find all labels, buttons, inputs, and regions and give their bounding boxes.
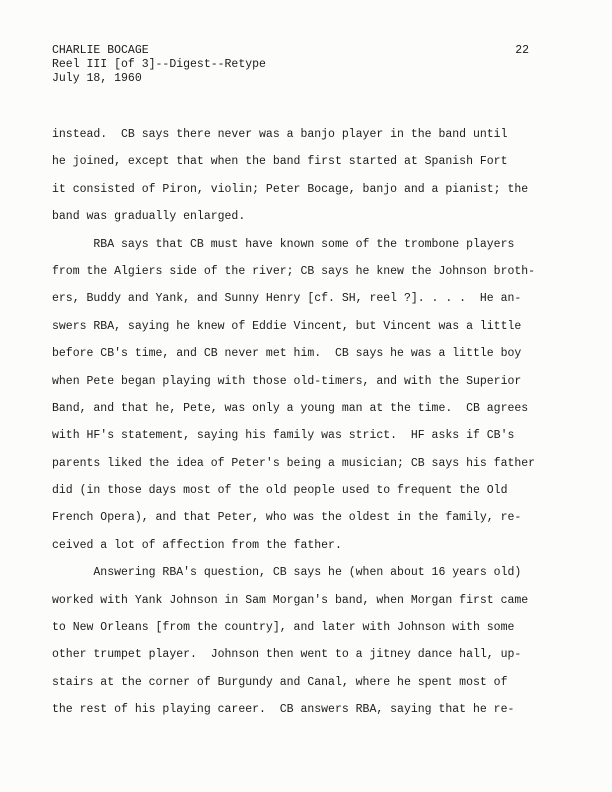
text-line: Band, and that he, Pete, was only a young man at the time. CB agrees bbox=[52, 401, 529, 415]
header-name: CHARLIE BOCAGE bbox=[52, 44, 149, 57]
text-line: band was gradually enlarged. bbox=[52, 210, 246, 224]
text-line: to New Orleans [from the country], and later with Johnson with some bbox=[52, 621, 515, 635]
header-date: July 18, 1960 bbox=[52, 72, 142, 85]
text-line: Answering RBA's question, CB says he (when about 16 years old) bbox=[52, 566, 522, 580]
text-line: French Opera), and that Peter, who was the oldest in the family, re- bbox=[52, 511, 522, 525]
page-number: 22 bbox=[515, 44, 529, 57]
header-reel: Reel III [of 3]--Digest--Retype bbox=[52, 58, 266, 71]
text-line: did (in those days most of the old people used to frequent the Old bbox=[52, 484, 508, 498]
text-line: with HF's statement, saying his family was strict. HF asks if CB's bbox=[52, 429, 515, 443]
text-line: it consisted of Piron, violin; Peter Bocage, banjo and a pianist; the bbox=[52, 182, 529, 196]
body-text bbox=[52, 121, 562, 724]
text-line: ers, Buddy and Yank, and Sunny Henry [cf. SH, reel ?]. . . . He an- bbox=[52, 292, 522, 306]
text-line: other trumpet player. Johnson then went to a jitney dance hall, up- bbox=[52, 648, 522, 662]
text-line: he joined, except that when the band first started at Spanish Fort bbox=[52, 155, 508, 169]
text-line: when Pete began playing with those old-timers, and with the Superior bbox=[52, 374, 522, 388]
text-line: ceived a lot of affection from the father. bbox=[52, 538, 342, 552]
text-line: from the Algiers side of the river; CB says he knew the Johnson broth- bbox=[52, 264, 536, 278]
text-line: RBA says that CB must have known some of the trombone players bbox=[52, 237, 515, 251]
text-line: before CB's time, and CB never met him. CB says he was a little boy bbox=[52, 347, 522, 361]
text-line: instead. CB says there never was a banjo player in the band until bbox=[52, 128, 508, 141]
text-line: worked with Yank Johnson in Sam Morgan's band, when Morgan first came bbox=[52, 593, 529, 607]
text-line: stairs at the corner of Burgundy and Canal, where he spent most of bbox=[52, 675, 508, 689]
text-line: the rest of his playing career. CB answers RBA, saying that he re- bbox=[52, 703, 515, 717]
text-line: swers RBA, saying he knew of Eddie Vincent, but Vincent was a little bbox=[52, 319, 522, 333]
text-line: parents liked the idea of Peter's being a musician; CB says his father bbox=[52, 456, 536, 470]
document-header bbox=[52, 44, 266, 86]
